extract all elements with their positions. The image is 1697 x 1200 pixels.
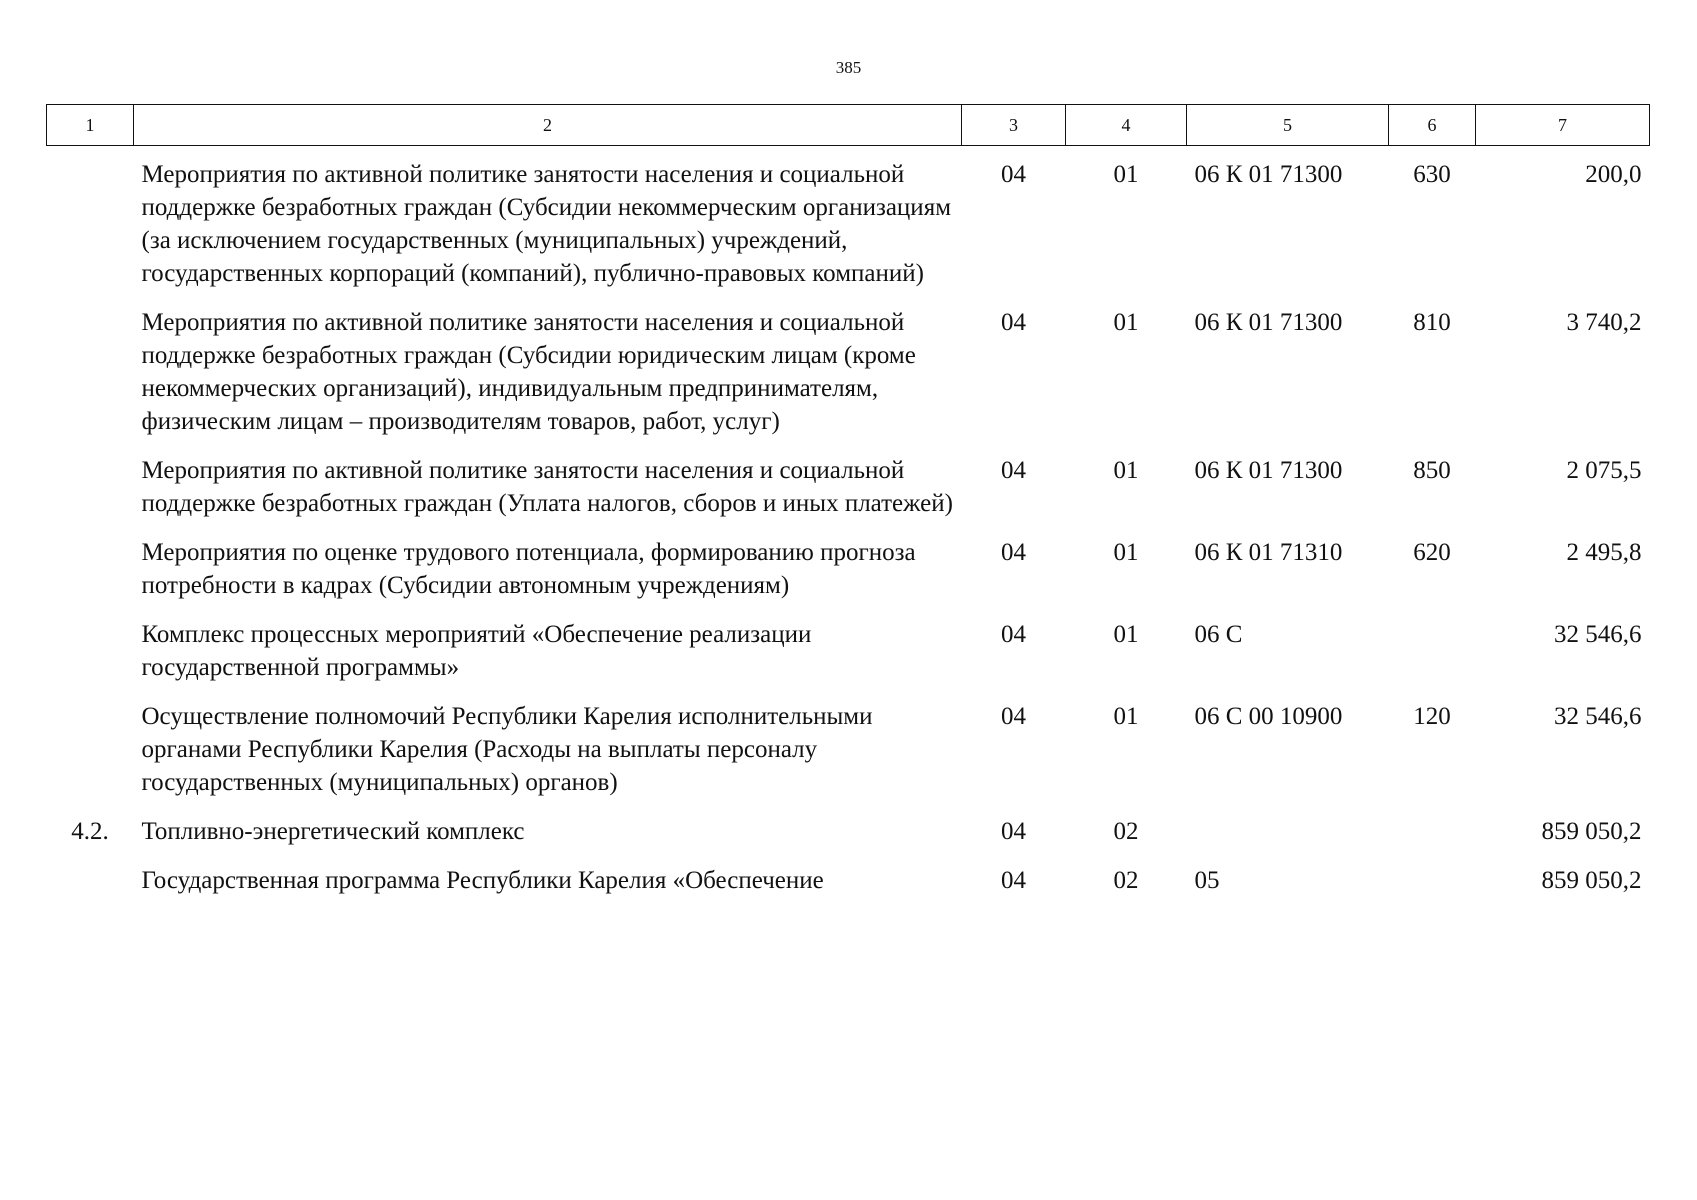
table-row: [47, 526, 1650, 608]
row-section: 04: [1001, 539, 1026, 566]
row-target-code: 05: [1194, 867, 1220, 894]
budget-table: [46, 104, 1650, 903]
row-amount: 2 495,8: [1566, 539, 1642, 566]
row-name: Топливно-энергетический комплекс: [141, 818, 525, 845]
row-amount: 2 075,5: [1566, 457, 1642, 484]
table-row: [47, 444, 1650, 526]
row-expense-type: 120: [1413, 703, 1451, 730]
row-expense-type: [1389, 805, 1476, 854]
row-amount: 32 546,6: [1554, 703, 1642, 730]
table-row: [47, 805, 1650, 854]
row-target-code: 06 К 01 71310: [1194, 539, 1343, 566]
row-expense-type: 630: [1413, 161, 1451, 188]
header-col-7: 7: [1476, 105, 1650, 146]
row-target-code: 06 С 00 10900: [1194, 703, 1343, 730]
row-target-code: 06 К 01 71300: [1194, 309, 1343, 336]
row-number: [47, 608, 134, 690]
row-expense-type: 810: [1413, 309, 1451, 336]
row-number: [47, 146, 134, 297]
row-number: [47, 854, 134, 903]
header-row: [47, 105, 1650, 146]
row-number: [47, 296, 134, 444]
row-amount: 859 050,2: [1541, 867, 1642, 894]
page-number: 385: [835, 58, 862, 77]
row-section: 04: [1001, 818, 1026, 845]
table-row: [47, 854, 1650, 903]
row-target-code: 06 К 01 71300: [1194, 161, 1343, 188]
row-name: Осуществление полномочий Республики Карелия исполнительными органами Республики Карелия (Расходы на выплаты персоналу государственных (муниципальных) органов): [141, 703, 873, 796]
row-amount: 859 050,2: [1541, 818, 1642, 845]
row-subsection: 02: [1113, 867, 1139, 894]
row-target-code: 06 С: [1194, 621, 1243, 648]
row-subsection: 01: [1113, 703, 1139, 730]
header-col-3: 3: [962, 105, 1066, 146]
row-section: 04: [1001, 161, 1026, 188]
row-expense-type: 620: [1413, 539, 1451, 566]
row-expense-type: 850: [1413, 457, 1451, 484]
row-section: 04: [1001, 703, 1026, 730]
row-subsection: 01: [1113, 161, 1139, 188]
header-col-5: 5: [1187, 105, 1389, 146]
header-col-6: 6: [1389, 105, 1476, 146]
row-name: Комплекс процессных мероприятий «Обеспечение реализации государственной программы»: [141, 621, 812, 681]
row-name: Мероприятия по активной политике занятости населения и социальной поддержке безработных граждан (Субсидии некоммерческим организациям (за исключением государственных (муниципальных) учреждений, государственных корпораций (компаний), публично-правовых компаний): [141, 161, 952, 287]
row-amount: 200,0: [1585, 161, 1642, 188]
row-name: Мероприятия по активной политике занятости населения и социальной поддержке безработных граждан (Уплата налогов, сборов и иных платежей): [141, 457, 953, 517]
row-number: [47, 526, 134, 608]
row-subsection: 01: [1113, 309, 1139, 336]
row-amount: 32 546,6: [1554, 621, 1642, 648]
row-name: Мероприятия по оценке трудового потенциала, формированию прогноза потребности в кадрах (Субсидии автономным учреждениям): [141, 539, 916, 599]
row-amount: 3 740,2: [1566, 309, 1642, 336]
table-row: [47, 146, 1650, 297]
row-subsection: 01: [1113, 539, 1139, 566]
row-subsection: 01: [1113, 621, 1139, 648]
row-section: 04: [1001, 621, 1026, 648]
row-section: 04: [1001, 867, 1026, 894]
row-expense-type: [1389, 854, 1476, 903]
table-row: [47, 608, 1650, 690]
table-row: [47, 690, 1650, 805]
header-col-1: 1: [47, 105, 134, 146]
row-name: Мероприятия по активной политике занятости населения и социальной поддержке безработных граждан (Субсидии юридическим лицам (кроме некоммерческих организаций), индивидуальным предпринимателям, физическим лицам – производителям товаров, работ, услуг): [141, 309, 916, 435]
row-target-code: 06 К 01 71300: [1194, 457, 1343, 484]
table-row: [47, 296, 1650, 444]
header-col-4: 4: [1066, 105, 1187, 146]
header-col-2: 2: [134, 105, 962, 146]
row-number: [47, 444, 134, 526]
table-header: [47, 105, 1650, 146]
row-subsection: 01: [1113, 457, 1139, 484]
row-number: [47, 690, 134, 805]
table-body: [47, 146, 1650, 904]
row-expense-type: [1389, 608, 1476, 690]
row-name: Государственная программа Республики Карелия «Обеспечение: [141, 867, 824, 894]
row-number: 4.2.: [71, 818, 109, 845]
row-section: 04: [1001, 457, 1026, 484]
row-subsection: 02: [1113, 818, 1139, 845]
row-section: 04: [1001, 309, 1026, 336]
row-target-code: [1187, 805, 1389, 854]
